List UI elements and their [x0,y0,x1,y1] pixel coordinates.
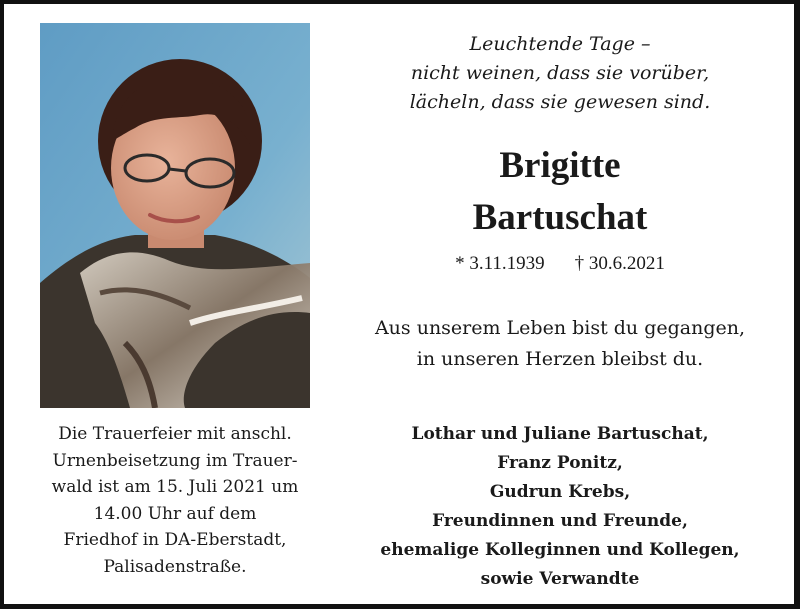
ceremony-line: wald ist am 15. Juli 2021 um [51,477,299,497]
birth-date: * 3.11.1939 [455,253,545,274]
verse-line: in unseren Herzen bleibst du. [416,348,704,370]
ceremony-line: Friedhof in DA-Eberstadt, [63,530,287,550]
deceased-name [340,140,780,244]
mourner-line: Gudrun Krebs, [489,482,631,502]
mourners-list [330,420,790,594]
life-dates [340,250,780,278]
mourner-line: Franz Ponitz, [497,453,623,473]
mourner-line: Lothar und Juliane Bartuschat, [411,424,709,444]
quote-line: lächeln, dass sie gewesen sind. [409,91,711,113]
ceremony-line: Urnenbeisetzung im Trauer- [52,450,298,471]
death-date: † 30.6.2021 [574,253,665,274]
first-name: Brigitte [499,145,621,186]
funeral-details [30,421,320,580]
mourner-line: sowie Verwandte [480,569,640,589]
verse-line: Aus unserem Leben bist du gegangen, [374,317,746,339]
farewell-verse [330,313,790,375]
ceremony-line: Palisadenstraße. [103,556,247,577]
quote-line: nicht weinen, dass sie vorüber, [410,62,710,84]
last-name: Bartuschat [472,197,648,238]
ceremony-line: 14.00 Uhr auf dem [93,503,257,524]
memorial-quote [340,30,780,117]
mourner-line: Freundinnen und Freunde, [432,511,688,531]
quote-line: Leuchtende Tage – [469,33,651,55]
ceremony-line: Die Trauerfeier mit anschl. [58,424,292,444]
portrait-photo [40,23,310,408]
mourner-line: ehemalige Kolleginnen und Kollegen, [380,540,740,560]
